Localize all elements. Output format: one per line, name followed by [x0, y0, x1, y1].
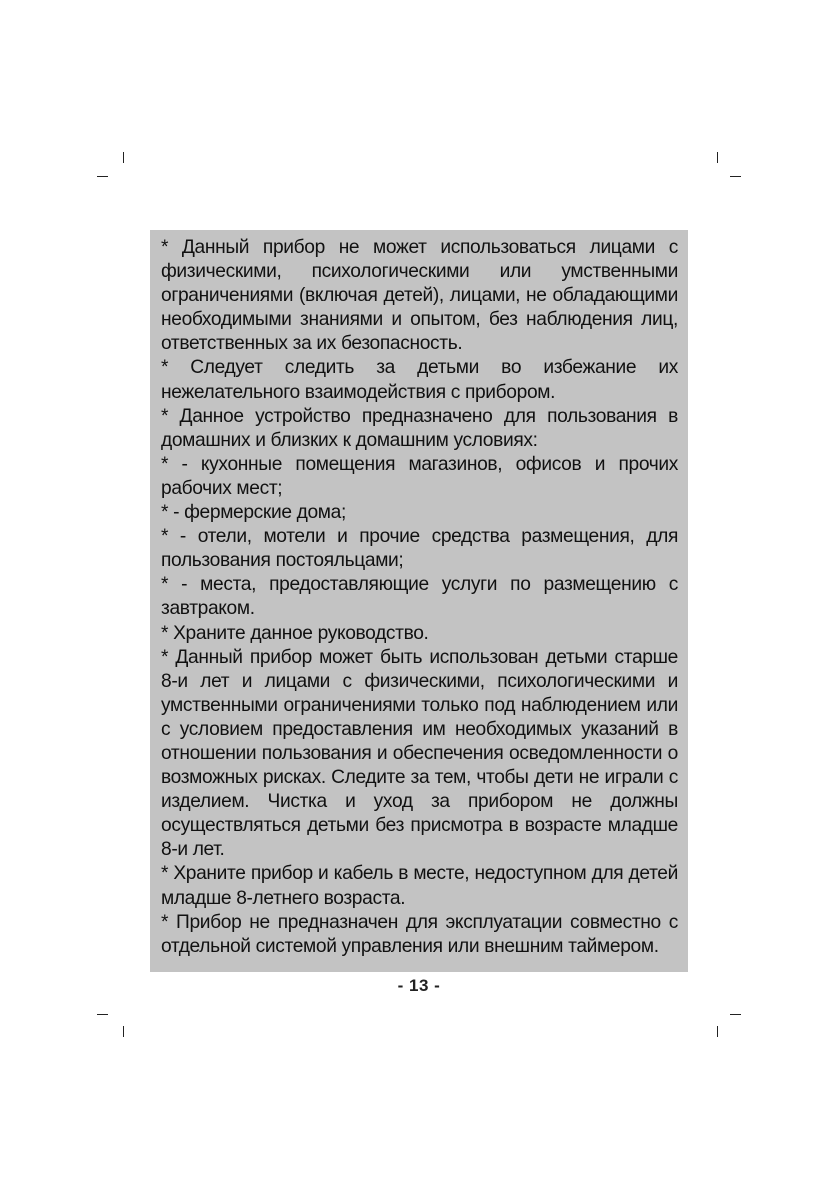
safety-note: * - места, предоставляющие услуги по размещению с завтраком.: [161, 574, 678, 620]
safety-note: * Данное устройство предназначено для пользования в домашних и близких к домашним условиях:: [161, 405, 678, 451]
safety-note: * Храните прибор и кабель в месте, недоступном для детей младше 8-летнего возраста.: [161, 863, 678, 909]
crop-mark-top-right-vertical: [717, 152, 718, 163]
safety-note: * - отели, мотели и прочие средства размещения, для пользования постояльцами;: [161, 526, 678, 572]
safety-note: * Следует следить за детьми во избежание их нежелательного взаимодействия с прибором.: [161, 357, 678, 403]
page-number: - 13 -: [397, 976, 441, 995]
crop-mark-bottom-right-vertical: [717, 1026, 718, 1037]
safety-note: * - фермерские дома;: [161, 502, 346, 524]
safety-note: * - кухонные помещения магазинов, офисов и прочих рабочих мест;: [161, 453, 678, 499]
crop-mark-bottom-left-vertical: [123, 1026, 124, 1037]
crop-mark-top-left-vertical: [123, 152, 124, 163]
safety-notes-panel: [150, 230, 688, 972]
safety-note: * Прибор не предназначен для эксплуатации совместно с отдельной системой управления или внешним таймером.: [161, 911, 678, 957]
safety-note: * Данный прибор не может использоваться лицами с физическими, психологическими или умственными ограничениями (включая детей), лицами, не обладающими необходимыми знаниями и опытом, без наблюдения лиц, ответственных за их безопасность.: [161, 237, 678, 355]
safety-note: * Храните данное руководство.: [161, 622, 429, 644]
safety-note: * Данный прибор может быть использован детьми старше 8-и лет и лицами с физическими, психологическими и умственными ограничениями только под наблюдением или с условием предоставления им необходимых указаний в отношении пользования и обеспечения осведомленности о возможных рисках. Следите за тем, чтобы дети не играли с изделием. Чистка и уход за прибором не должны осуществляться детьми без присмотра в возрасте младше 8-и лет.: [161, 646, 678, 861]
crop-mark-top-right-horizontal: [730, 176, 741, 177]
crop-mark-top-left-horizontal: [97, 176, 108, 177]
crop-mark-bottom-left-horizontal: [97, 1014, 108, 1015]
crop-mark-bottom-right-horizontal: [730, 1014, 741, 1015]
